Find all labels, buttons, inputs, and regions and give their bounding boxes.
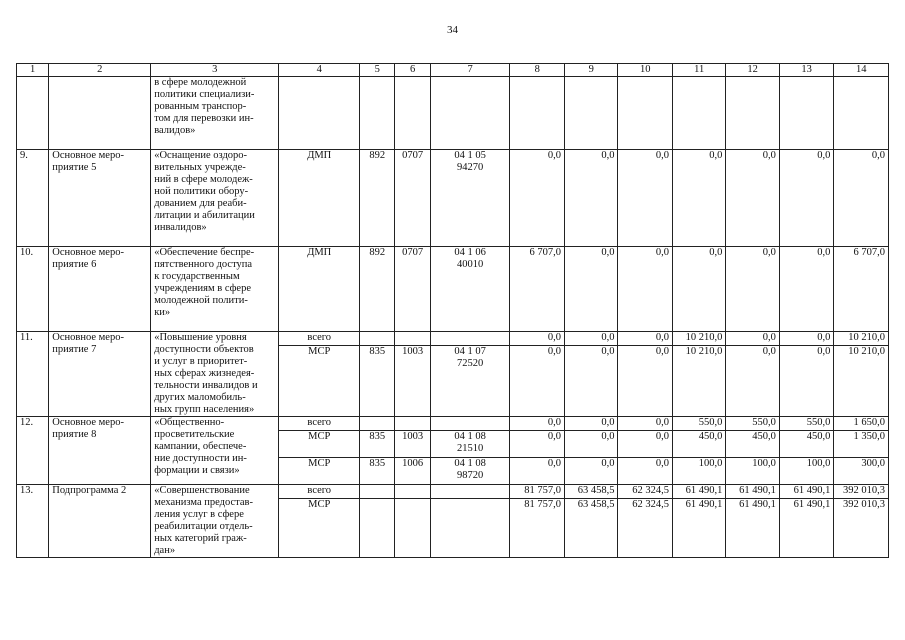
value-cell: 6 707,0 <box>834 247 889 332</box>
col-header: 5 <box>360 64 395 77</box>
value-cell: 62 324,5 <box>618 499 673 558</box>
section-code: 1003 <box>395 346 430 417</box>
value-cell: 61 490,1 <box>726 485 779 499</box>
col-header: 6 <box>395 64 430 77</box>
value-cell: 0,0 <box>726 332 779 346</box>
value-cell: 100,0 <box>726 458 779 485</box>
table-row <box>17 417 889 431</box>
value-cell: 0,0 <box>564 458 617 485</box>
value-cell: 0,0 <box>510 431 565 458</box>
target-article: 04 1 06 40010 <box>430 247 510 332</box>
value-cell: 0,0 <box>564 346 617 417</box>
col-header: 8 <box>510 64 565 77</box>
executor: МСР <box>279 458 360 485</box>
grbs-code: 892 <box>360 247 395 332</box>
value-cell: 0,0 <box>618 431 673 458</box>
value-cell: 0,0 <box>779 332 834 346</box>
value-cell: 0,0 <box>510 458 565 485</box>
event-description: «Повышение уровня доступности объектов и услуг в приоритет- ных сферах жизнедея- тельности инвалидов и других маломобиль- ных групп населения» <box>151 332 279 417</box>
value-cell: 300,0 <box>834 458 889 485</box>
value-cell: 0,0 <box>510 346 565 417</box>
value-cell: 0,0 <box>618 150 673 247</box>
col-header: 14 <box>834 64 889 77</box>
value-cell: 61 490,1 <box>779 499 834 558</box>
event-name: Основное меро- приятие 7 <box>49 332 151 417</box>
value-cell: 0,0 <box>564 247 617 332</box>
col-header: 1 <box>17 64 49 77</box>
grbs-code: 892 <box>360 150 395 247</box>
grbs-code: 835 <box>360 458 395 485</box>
value-cell: 550,0 <box>779 417 834 431</box>
executor: всего <box>279 485 360 499</box>
value-cell: 81 757,0 <box>510 485 565 499</box>
value-cell: 61 490,1 <box>779 485 834 499</box>
row-number: 10. <box>17 247 49 332</box>
col-header: 2 <box>49 64 151 77</box>
table-row <box>17 247 889 332</box>
event-description: в сфере молодежной политики специализи- рованным транспор- том для перевозки ин- валидов» <box>151 77 279 150</box>
event-name: Основное меро- приятие 6 <box>49 247 151 332</box>
section-code: 1006 <box>395 458 430 485</box>
event-name: Подпрограмма 2 <box>49 485 151 558</box>
executor: всего <box>279 332 360 346</box>
value-cell: 550,0 <box>672 417 725 431</box>
value-cell: 0,0 <box>618 346 673 417</box>
value-cell: 61 490,1 <box>726 499 779 558</box>
value-cell: 550,0 <box>726 417 779 431</box>
value-cell: 81 757,0 <box>510 499 565 558</box>
value-cell: 62 324,5 <box>618 485 673 499</box>
target-article: 04 1 08 98720 <box>430 458 510 485</box>
row-number: 9. <box>17 150 49 247</box>
col-header: 9 <box>564 64 617 77</box>
value-cell: 0,0 <box>618 247 673 332</box>
executor: ДМП <box>279 150 360 247</box>
executor: МСР <box>279 346 360 417</box>
value-cell: 0,0 <box>618 417 673 431</box>
section-code: 0707 <box>395 247 430 332</box>
event-name: Основное меро- приятие 5 <box>49 150 151 247</box>
value-cell: 63 458,5 <box>564 485 617 499</box>
table-row <box>17 485 889 499</box>
value-cell: 0,0 <box>726 247 779 332</box>
value-cell: 1 650,0 <box>834 417 889 431</box>
value-cell: 0,0 <box>510 417 565 431</box>
value-cell: 392 010,3 <box>834 485 889 499</box>
row-number: 11. <box>17 332 49 417</box>
table-row <box>17 332 889 346</box>
budget-table <box>16 63 889 558</box>
col-header: 11 <box>672 64 725 77</box>
col-header: 13 <box>779 64 834 77</box>
value-cell: 0,0 <box>564 332 617 346</box>
value-cell: 0,0 <box>564 417 617 431</box>
value-cell: 0,0 <box>564 150 617 247</box>
target-article: 04 1 07 72520 <box>430 346 510 417</box>
value-cell: 100,0 <box>779 458 834 485</box>
value-cell: 10 210,0 <box>672 346 725 417</box>
event-description: «Оснащение оздоро- вительных учрежде- ний в сфере молодеж- ной политики обору- дованием для реаби- литации и абилитации инвалидов» <box>151 150 279 247</box>
value-cell: 61 490,1 <box>672 485 725 499</box>
col-header: 4 <box>279 64 360 77</box>
section-code: 0707 <box>395 150 430 247</box>
value-cell: 63 458,5 <box>564 499 617 558</box>
target-article: 04 1 08 21510 <box>430 431 510 458</box>
executor: МСР <box>279 431 360 458</box>
col-header: 10 <box>618 64 673 77</box>
row-number: 12. <box>17 417 49 485</box>
row-number: 13. <box>17 485 49 558</box>
value-cell: 10 210,0 <box>672 332 725 346</box>
value-cell: 0,0 <box>564 431 617 458</box>
event-description: «Обеспечение беспре- пятственного доступа к государственным учреждениям в сфере молодежной полити- ки» <box>151 247 279 332</box>
table-row <box>17 77 889 150</box>
value-cell: 0,0 <box>672 150 725 247</box>
col-header: 3 <box>151 64 279 77</box>
value-cell: 100,0 <box>672 458 725 485</box>
col-header: 12 <box>726 64 779 77</box>
value-cell: 10 210,0 <box>834 332 889 346</box>
page-number: 34 <box>447 24 458 36</box>
value-cell: 0,0 <box>510 332 565 346</box>
value-cell: 0,0 <box>779 150 834 247</box>
executor: всего <box>279 417 360 431</box>
value-cell: 0,0 <box>618 332 673 346</box>
value-cell: 6 707,0 <box>510 247 565 332</box>
value-cell: 1 350,0 <box>834 431 889 458</box>
grbs-code: 835 <box>360 346 395 417</box>
value-cell: 61 490,1 <box>672 499 725 558</box>
value-cell: 0,0 <box>510 150 565 247</box>
target-article: 04 1 05 94270 <box>430 150 510 247</box>
value-cell: 450,0 <box>672 431 725 458</box>
value-cell: 0,0 <box>726 346 779 417</box>
value-cell: 0,0 <box>779 346 834 417</box>
event-description: «Совершенствование механизма предостав- ления услуг в сфере реабилитации отдель- ных категорий граж- дан» <box>151 485 279 558</box>
value-cell: 392 010,3 <box>834 499 889 558</box>
event-description: «Общественно- просветительские кампании, обеспече- ние доступности ин- формации и связи» <box>151 417 279 485</box>
value-cell: 0,0 <box>618 458 673 485</box>
value-cell: 0,0 <box>779 247 834 332</box>
value-cell: 0,0 <box>672 247 725 332</box>
value-cell: 0,0 <box>726 150 779 247</box>
executor: МСР <box>279 499 360 558</box>
executor: ДМП <box>279 247 360 332</box>
header-row <box>17 64 889 77</box>
section-code: 1003 <box>395 431 430 458</box>
value-cell: 10 210,0 <box>834 346 889 417</box>
grbs-code: 835 <box>360 431 395 458</box>
event-name: Основное меро- приятие 8 <box>49 417 151 485</box>
value-cell: 450,0 <box>779 431 834 458</box>
col-header: 7 <box>430 64 510 77</box>
value-cell: 450,0 <box>726 431 779 458</box>
table-row <box>17 150 889 247</box>
value-cell: 0,0 <box>834 150 889 247</box>
